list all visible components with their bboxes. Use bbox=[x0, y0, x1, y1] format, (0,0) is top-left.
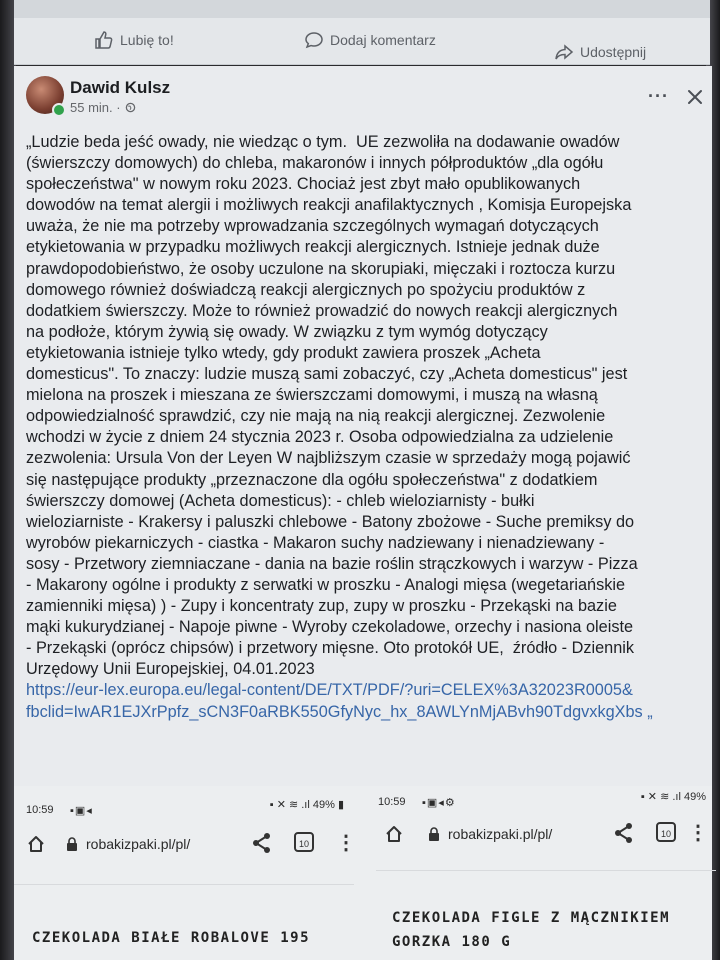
browser-url-bar bbox=[376, 816, 716, 856]
author-name[interactable]: Dawid Kulsz bbox=[70, 78, 171, 97]
overflow-menu-icon[interactable]: ⋮ bbox=[688, 822, 708, 844]
like-label: Lubię to! bbox=[120, 32, 174, 48]
tabs-count-icon[interactable]: 10 bbox=[294, 832, 314, 852]
share-nodes-icon[interactable] bbox=[252, 832, 272, 854]
divider bbox=[14, 884, 354, 885]
url-text[interactable]: robakizpaki.pl/pl/ bbox=[448, 826, 553, 842]
divider bbox=[376, 870, 716, 871]
share-arrow-icon bbox=[554, 42, 574, 62]
lock-icon bbox=[66, 837, 78, 851]
status-time: 10:59 bbox=[26, 804, 54, 816]
battery-level: ▪ ✕ ≋ .ıl 49% bbox=[640, 791, 706, 803]
post-body-text: „Ludzie beda jeść owady, nie wiedząc o tym. UE zezwoliła na dodawanie owadów (świerszczy domowych) do chleba, makaronów i innych półproduktów „dla ogółu społeczeństwa" w nowym roku 2023. Chociaż jest zbyt mało opublikowanych dowodów na temat alergii i możliwych reakcji anafilaktycznych , Komisja Europejska uważa, że nie ma potrzeby wprowadzania szczególnych wymagań dotyczących etykietowania w przypadku możliwych reakcji alergicznych. Istnieje jednak duże prawdopodobieństwo, że osoby uczulone na skorupiaki, mięczaki i roztocza kurzu domowego również doświadczą reakcji alergicznych po spożyciu produktów z dodatkiem świerszczy. Może to również prowadzić do nowych reakcji alergicznych na podłoże, którym żywią się owady. W związku z tym wymóg dotyczący etykietowania istnieje tylko wtedy, gdy produkt zawiera proszek „Acheta domesticus". To znaczy: ludzie muszą sami zobaczyć, czy „Acheta domesticus" jest mielona na proszek i mieszana ze świerszczami domowymi, i muszą na własną odpowiedzialność sprawdzić, czy nie mają na nią reakcji alergicznej. Zezwolenie wchodzi w życie z dniem 24 stycznia 2023 r. Osoba odpowiedzialna za udzielenie zezwolenia: Ursula Von der Leyen W najbliższym czasie w sprzedaży mogą pojawić się następujące produkty „przeznaczone dla ogółu społeczeństwa" z dodatkiem świerszczy domowej (Acheta domesticus): - chleb wieloziarnisty - bułki wieloziarniste - Krakersy i paluszki chlebowe - Batony zbożowe - Suche premiksy do wyrobów piekarniczych - ciastka - Makaron suchy nadziewany i nienadziewany - sosy - Przetwory ziemniaczane - dania na bazie roślin strączkowych i warzyw - Pizza - Makarony ogólne i produkty z serwatki w proszku - Analogi mięsa (wegetariańskie zamienniki mięsa) ) - Zupy i koncentraty zup, zupy w proszku - Przekąski na bazie mąki kukurydzianej - Napoje piwne - Wyroby czekoladowe, orzechy i nasiona oleiste - Przekąski (oprócz chipsów) i przetwory mięsne. Oto protokół UE, źródło - Dziennik Urzędowy Unii Europejskiej, 04.01.2023 bbox=[26, 133, 638, 679]
status-bar bbox=[378, 790, 706, 809]
previous-post-edge bbox=[14, 0, 710, 18]
attached-screenshots bbox=[14, 786, 712, 960]
comment-label: Dodaj komentarz bbox=[330, 32, 436, 48]
home-icon[interactable] bbox=[26, 834, 46, 854]
tabs-count-icon[interactable]: 10 bbox=[656, 822, 676, 842]
status-time: 10:59 bbox=[378, 796, 406, 808]
globe-icon bbox=[125, 102, 136, 113]
close-icon[interactable] bbox=[686, 88, 704, 106]
share-nodes-icon[interactable] bbox=[614, 822, 634, 844]
post-body bbox=[26, 132, 702, 723]
share-label: Udostępnij bbox=[580, 44, 647, 60]
comment-button[interactable] bbox=[304, 30, 436, 50]
lock-icon bbox=[428, 827, 440, 841]
phone-screenshot-left[interactable] bbox=[14, 786, 354, 960]
notification-icons: ▪▣◂⚙ bbox=[422, 797, 456, 809]
share-button[interactable] bbox=[554, 42, 646, 62]
product-heading: CZEKOLADA BIAŁE ROBALOVE 195 bbox=[32, 930, 311, 946]
avatar[interactable] bbox=[26, 76, 64, 114]
more-options-button[interactable]: ··· bbox=[648, 86, 669, 106]
overflow-menu-icon[interactable]: ⋮ bbox=[336, 832, 356, 854]
status-bar bbox=[26, 798, 344, 816]
post-link[interactable]: https://eur-lex.europa.eu/legal-content/DE/TXT/PDF/?uri=CELEX%3A32023R0005& fbclid=IwAR1EJXrPpfz_sCN3F0aRBK550GfyNyc_hx_8AWLYnMjABvh90TdgvxkgXbs „ bbox=[26, 681, 653, 721]
online-status-dot bbox=[52, 103, 66, 117]
url-text[interactable]: robakizpaki.pl/pl/ bbox=[86, 836, 191, 852]
previous-post-action-bar bbox=[14, 0, 710, 65]
home-icon[interactable] bbox=[384, 824, 404, 844]
phone-screenshot-right[interactable] bbox=[376, 786, 716, 960]
product-heading: CZEKOLADA FIGLE Z MĄCZNIKIEM GORZKA 180 G bbox=[392, 910, 671, 950]
post-meta bbox=[70, 100, 136, 115]
post-card bbox=[14, 66, 712, 786]
post-time[interactable]: 55 min. · bbox=[70, 100, 121, 115]
like-button[interactable] bbox=[94, 30, 174, 50]
thumbs-up-icon bbox=[94, 30, 114, 50]
battery-level: ▪ ✕ ≋ .ıl 49% ▮ bbox=[269, 799, 344, 811]
notification-icons: ▪▣◂ bbox=[70, 805, 93, 817]
comment-bubble-icon bbox=[304, 30, 324, 50]
browser-url-bar bbox=[14, 826, 354, 866]
